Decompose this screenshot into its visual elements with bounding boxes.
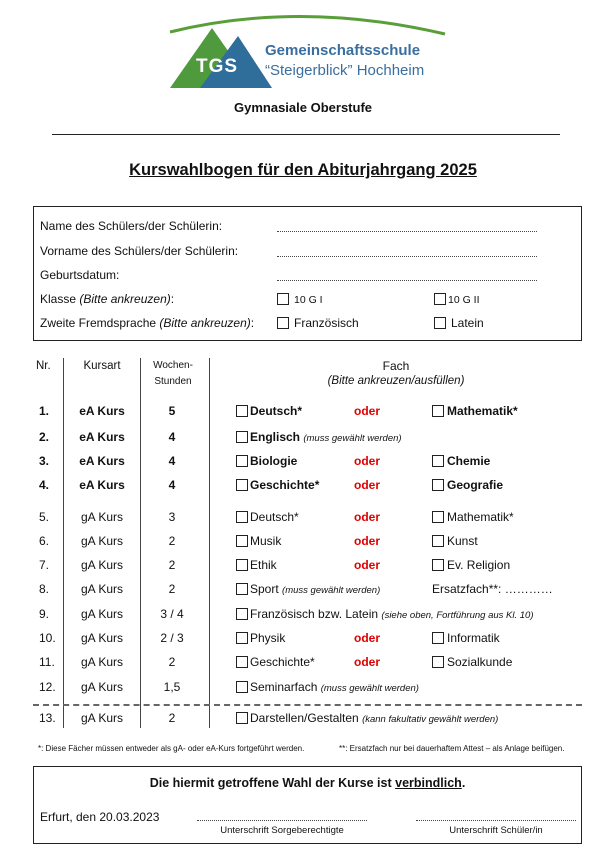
fach-checkbox[interactable] <box>432 511 444 523</box>
col-divider-2 <box>140 358 141 728</box>
row-number: 6. <box>39 534 50 548</box>
row-number: 5. <box>39 510 50 524</box>
fach-option-b[interactable] <box>432 510 514 524</box>
fach-note: (muss gewählt werden) <box>282 585 381 596</box>
oder-label: oder <box>354 510 381 524</box>
row-stunden: 2 <box>168 534 176 548</box>
name-field[interactable] <box>277 222 537 232</box>
fach-label: Darstellen/Gestalten <box>250 711 359 725</box>
fach-label: Deutsch* <box>250 510 299 524</box>
fach-note: (muss gewählt werden) <box>303 433 402 444</box>
fach-checkbox[interactable] <box>432 535 444 547</box>
row-kursart: gA Kurs <box>80 631 124 645</box>
fach-label: Englisch <box>250 430 301 444</box>
fach-note: (siehe oben, Fortführung aus Kl. 10) <box>381 610 534 621</box>
fach-label: Geschichte* <box>250 478 320 492</box>
col-header-fach-hint: (Bitte ankreuzen/ausfüllen) <box>327 375 465 387</box>
fach-checkbox[interactable] <box>432 559 444 571</box>
signature-student-label: Unterschrift Schüler/in <box>449 825 543 836</box>
row-number: 4. <box>39 478 50 492</box>
oder-label: oder <box>354 558 381 572</box>
school-logo <box>160 4 460 94</box>
fach-option-a[interactable] <box>236 430 402 444</box>
col-divider-3 <box>209 358 210 728</box>
row-stunden: 5 <box>168 404 176 418</box>
fremdsprache-label <box>40 316 254 332</box>
fach-checkbox[interactable] <box>236 455 248 467</box>
fach-option-b[interactable] <box>432 478 503 492</box>
vorname-label: Vorname des Schülers/der Schülerin: <box>40 244 239 258</box>
row-kursart: gA Kurs <box>80 655 124 669</box>
geburtsdatum-label: Geburtsdatum: <box>40 268 120 282</box>
fach-checkbox[interactable] <box>236 511 248 523</box>
row-kursart: eA Kurs <box>79 404 125 418</box>
col-header-fach: Fach <box>382 359 410 373</box>
vorname-field[interactable] <box>277 247 537 257</box>
fremdsprache-option-1[interactable] <box>277 316 359 330</box>
fach-label: Mathematik* <box>447 404 518 418</box>
row-stunden: 2 <box>168 558 176 572</box>
row-kursart: eA Kurs <box>79 478 125 492</box>
fach-option-b[interactable] <box>432 454 490 468</box>
fach-option-b[interactable] <box>432 534 478 548</box>
row-stunden: 3 / 4 <box>160 607 184 621</box>
signature-student-field[interactable] <box>416 811 576 821</box>
klasse-option-1[interactable] <box>277 292 323 306</box>
row-stunden: 2 <box>168 711 176 725</box>
fach-option-a[interactable] <box>236 607 534 621</box>
name-label: Name des Schülers/der Schülerin: <box>40 219 223 233</box>
signature-box <box>33 766 582 844</box>
personal-data-box <box>33 206 582 341</box>
page-title: Kurswahlbogen für den Abiturjahrgang 2025 <box>129 161 477 179</box>
row-stunden: 1,5 <box>163 680 181 694</box>
school-name: Gemeinschaftsschule <box>265 42 421 59</box>
fach-checkbox[interactable] <box>236 431 248 443</box>
fach-label: Mathematik* <box>447 510 514 524</box>
row-kursart: eA Kurs <box>79 454 125 468</box>
row-kursart: gA Kurs <box>80 680 124 694</box>
logo-text: TGS <box>196 56 239 77</box>
oder-label: oder <box>354 454 381 468</box>
klasse-checkbox-1[interactable] <box>277 293 289 305</box>
oder-label: oder <box>354 631 381 645</box>
fach-option-a[interactable] <box>236 711 498 725</box>
row-stunden: 2 <box>168 582 176 596</box>
row-number: 2. <box>39 430 50 444</box>
fach-checkbox[interactable] <box>432 479 444 491</box>
col-header-kursart: Kursart <box>83 360 121 372</box>
oder-label: oder <box>354 655 381 669</box>
binding-period: . <box>461 776 466 790</box>
signature-parent-field[interactable] <box>197 811 367 821</box>
fremdsprache-option-2[interactable] <box>434 316 484 330</box>
col-header-std2: Stunden <box>154 376 192 387</box>
klasse-checkbox-2[interactable] <box>434 293 446 305</box>
klasse-option-1-label: 10 G I <box>294 294 323 306</box>
fach-option-a[interactable] <box>236 478 319 492</box>
fach-label: Musik <box>250 534 282 548</box>
fremdsprache-colon: : <box>250 316 255 330</box>
klasse-option-2-label: 10 G II <box>448 294 480 306</box>
row-number: 7. <box>39 558 50 572</box>
row-stunden: 4 <box>168 430 176 444</box>
fremdsprache-hint: (Bitte ankreuzen) <box>159 316 251 330</box>
fach-option-a[interactable] <box>236 582 380 596</box>
fach-label: Chemie <box>447 454 491 468</box>
col-divider-1 <box>63 358 64 728</box>
row-kursart: gA Kurs <box>80 534 124 548</box>
fach-option-a[interactable] <box>236 631 285 645</box>
fach-checkbox[interactable] <box>236 608 248 620</box>
row-kursart: gA Kurs <box>80 607 124 621</box>
footnote-star: *: Diese Fächer müssen entweder als gA- oder eA-Kurs fortgeführt werden. <box>38 744 305 753</box>
geburtsdatum-field[interactable] <box>277 271 537 281</box>
row-number: 13. <box>39 711 56 725</box>
fach-option-a[interactable] <box>236 655 315 669</box>
col-header-nr: Nr. <box>36 360 51 372</box>
fach-option-a[interactable] <box>236 534 281 548</box>
row-number: 9. <box>39 607 50 621</box>
fach-checkbox[interactable] <box>236 535 248 547</box>
row-stunden: 2 <box>168 655 176 669</box>
fach-option-b[interactable] <box>432 631 500 645</box>
signature-parent-label: Unterschrift Sorgeberechtigte <box>220 825 344 836</box>
klasse-label <box>40 292 174 308</box>
franzoesisch-label: Französisch <box>294 316 359 330</box>
fach-option-b[interactable] <box>432 655 512 669</box>
fach-label: Französisch bzw. Latein <box>250 607 379 621</box>
fach-note: (kann fakultativ gewählt werden) <box>362 714 499 725</box>
fach-checkbox[interactable] <box>432 405 444 417</box>
fach-label: Physik <box>250 631 286 645</box>
page-subtitle: Gymnasiale Oberstufe <box>234 100 372 115</box>
fach-label: Geografie <box>447 478 504 492</box>
row-kursart: eA Kurs <box>79 430 125 444</box>
fach-checkbox[interactable] <box>236 479 248 491</box>
footnote-double-star: **: Ersatzfach nur bei dauerhaftem Attest – als Anlage beifügen. <box>339 744 565 753</box>
fach-checkbox[interactable] <box>236 405 248 417</box>
klasse-colon: : <box>170 292 175 306</box>
row-kursart: gA Kurs <box>80 582 124 596</box>
fach-label: Informatik <box>447 631 500 645</box>
row-kursart: gA Kurs <box>80 510 124 524</box>
fach-label: Biologie <box>250 454 298 468</box>
fach-option-b[interactable] <box>432 404 518 418</box>
latein-label: Latein <box>451 316 484 330</box>
fach-label: Kunst <box>447 534 478 548</box>
binding-text: Die hiermit getroffene Wahl der Kurse ist <box>149 776 396 790</box>
fach-checkbox[interactable] <box>236 656 248 668</box>
fach-label: Sport <box>250 582 279 596</box>
fach-checkbox[interactable] <box>236 583 248 595</box>
oder-label: oder <box>354 534 381 548</box>
oder-label: oder <box>354 478 381 492</box>
row-number: 12. <box>39 680 56 694</box>
school-subname: “Steigerblick” Hochheim <box>265 62 425 79</box>
fach-checkbox[interactable] <box>236 681 248 693</box>
fach-label: Geschichte* <box>250 655 315 669</box>
fach-label: Ethik <box>250 558 277 572</box>
latein-checkbox[interactable] <box>434 317 446 329</box>
fach-option-a[interactable] <box>236 558 277 572</box>
klasse-hint: (Bitte ankreuzen) <box>79 292 171 306</box>
fach-label: Deutsch* <box>250 404 303 418</box>
binding-emphasis: verbindlich <box>395 776 462 790</box>
fach-checkbox[interactable] <box>432 632 444 644</box>
row-number: 10. <box>39 631 56 645</box>
fach-checkbox[interactable] <box>236 632 248 644</box>
fach-option-a[interactable] <box>236 510 299 524</box>
ersatzfach-field[interactable]: Ersatzfach**: ………… <box>432 582 553 596</box>
oder-label: oder <box>354 404 381 418</box>
row-stunden: 2 / 3 <box>160 631 184 645</box>
row-stunden: 3 <box>168 510 176 524</box>
fach-option-b[interactable] <box>432 558 510 572</box>
row-number: 3. <box>39 454 50 468</box>
fach-label: Ev. Religion <box>447 558 511 572</box>
row-number: 8. <box>39 582 50 596</box>
fremdsprache-text: Zweite Fremdsprache <box>40 316 160 330</box>
header-divider <box>52 134 560 135</box>
place-date: Erfurt, den 20.03.2023 <box>40 810 160 824</box>
fach-checkbox[interactable] <box>432 455 444 467</box>
binding-statement <box>34 776 581 790</box>
fach-checkbox[interactable] <box>432 656 444 668</box>
franzoesisch-checkbox[interactable] <box>277 317 289 329</box>
fach-label: Seminarfach <box>250 680 318 694</box>
fach-checkbox[interactable] <box>236 712 248 724</box>
fach-note: (muss gewählt werden) <box>320 683 419 694</box>
fach-label: Sozialkunde <box>447 655 513 669</box>
klasse-text: Klasse <box>40 292 80 306</box>
fach-option-a[interactable] <box>236 404 302 418</box>
row-stunden: 4 <box>168 454 176 468</box>
row-number: 11. <box>39 655 55 669</box>
row-kursart: gA Kurs <box>80 558 124 572</box>
fach-option-a[interactable] <box>236 680 419 694</box>
row-stunden: 4 <box>168 478 176 492</box>
fach-option-a[interactable] <box>236 454 297 468</box>
row-number: 1. <box>39 404 50 418</box>
col-header-std1: Wochen- <box>153 360 193 371</box>
klasse-option-2[interactable] <box>434 292 480 306</box>
row-kursart: gA Kurs <box>80 711 124 725</box>
optional-divider <box>33 704 582 706</box>
fach-checkbox[interactable] <box>236 559 248 571</box>
